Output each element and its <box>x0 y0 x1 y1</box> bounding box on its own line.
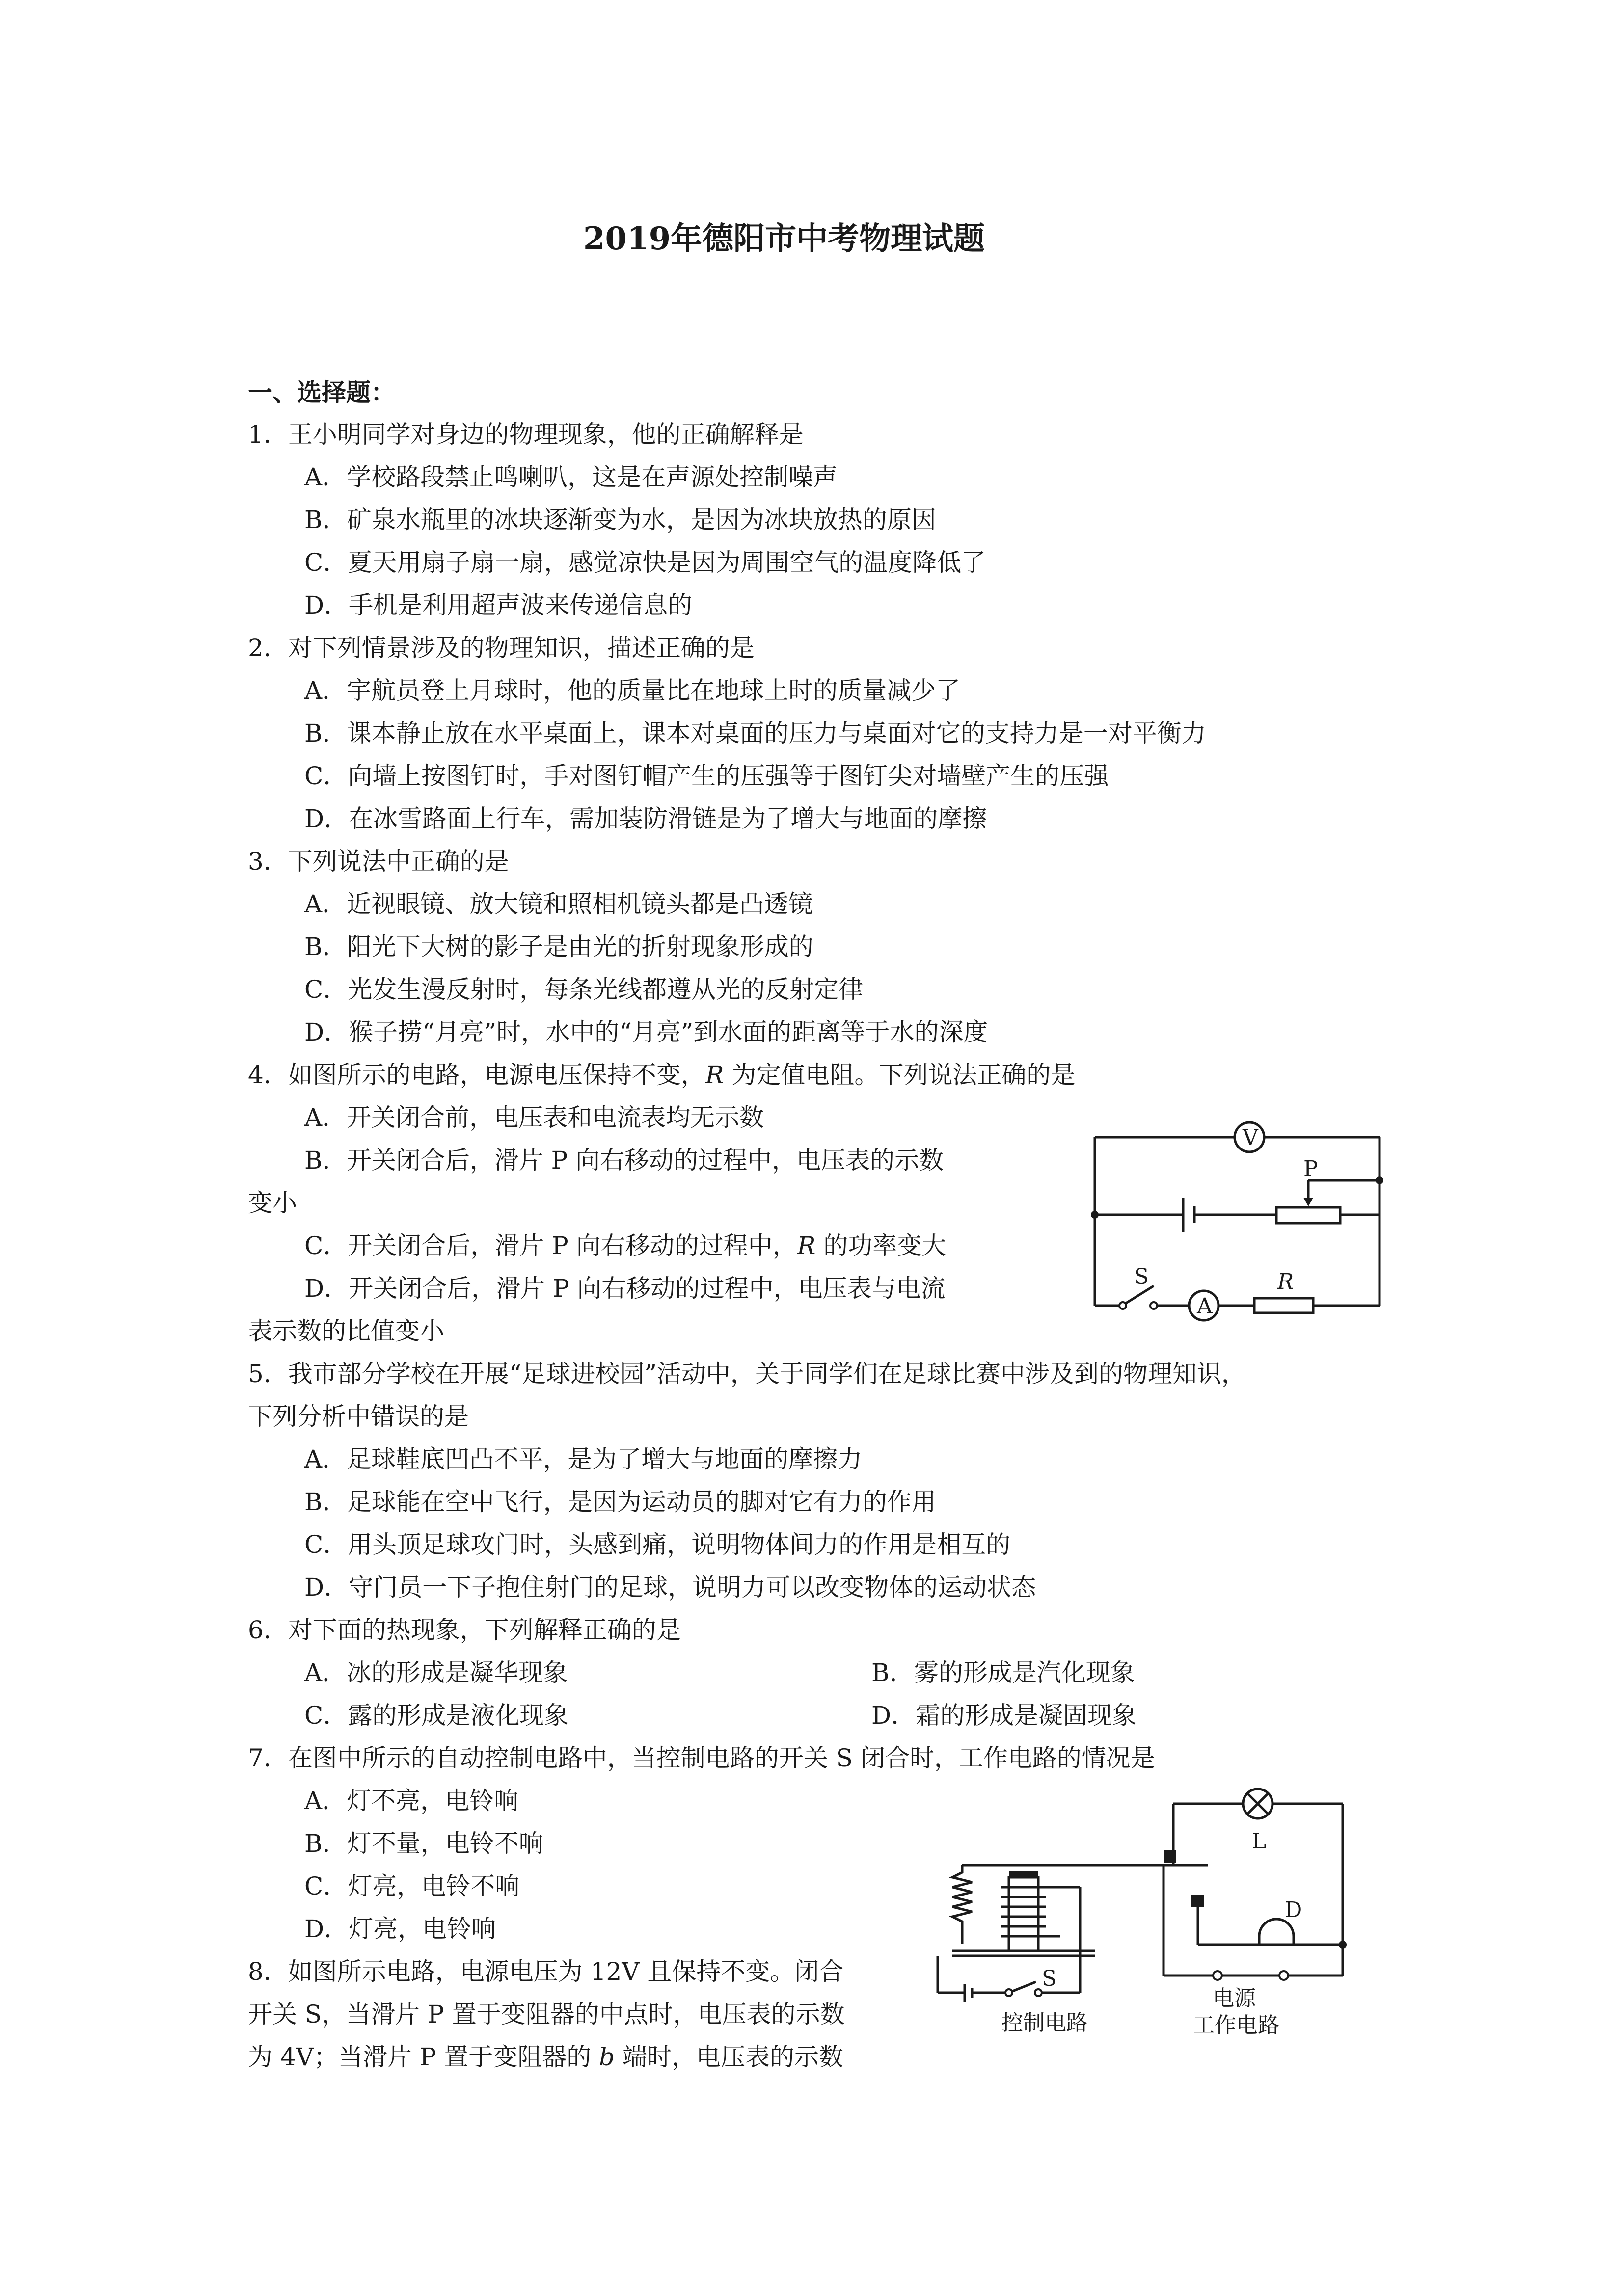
option-a: A．冰的形成是凝华现象 <box>304 1658 568 1687</box>
question-stem: 2．对下列情景涉及的物理知识，描述正确的是 <box>248 634 755 662</box>
option-d: D．在冰雪路面上行车，需加装防滑链是为了增大与地面的摩擦 <box>304 804 987 833</box>
option-d: D．开关闭合后，滑片 P 向右移动的过程中，电压表与电流 <box>304 1274 946 1303</box>
option-a: A．宇航员登上月球时，他的质量比在地球上时的质量减少了 <box>304 676 961 705</box>
option-c: C．光发生漫反射时，每条光线都遵从光的反射定律 <box>304 975 864 1004</box>
question-stem-continued: 为 4V；当滑片 P 置于变阻器的 b 端时，电压表的示数 <box>248 2043 844 2071</box>
option-b-continued: 变小 <box>248 1189 297 1217</box>
control-switch-label: S <box>1042 1966 1057 1991</box>
working-circuit-label: 工作电路 <box>1193 2013 1279 2038</box>
option-b: B．灯不量，电铃不响 <box>304 1829 543 1858</box>
question-stem-continued: 开关 S，当滑片 P 置于变阻器的中点时，电压表的示数 <box>248 2000 845 2029</box>
question-stem: 7．在图中所示的自动控制电路中，当控制电路的开关 S 闭合时，工作电路的情况是 <box>248 1744 1155 1772</box>
option-d: D．霜的形成是凝固现象 <box>871 1701 1137 1730</box>
circuit-diagram-q4 <box>1080 1109 1404 1335</box>
option-c: C．向墙上按图钉时，手对图钉帽产生的压强等于图钉尖对墙壁产生的压强 <box>304 762 1109 790</box>
bell-label: D <box>1285 1897 1302 1922</box>
option-c: C．开关闭合后，滑片 P 向右移动的过程中，R 的功率变大 <box>304 1231 947 1260</box>
circuit-wires <box>1080 1109 1404 1335</box>
question-stem: 6．对下面的热现象，下列解释正确的是 <box>248 1616 681 1644</box>
switch-label: S <box>1134 1264 1149 1289</box>
option-c: C．灯亮，电铃不响 <box>304 1872 520 1900</box>
option-a: A．开关闭合前，电压表和电流表均无示数 <box>304 1103 764 1132</box>
option-b: B．矿泉水瓶里的冰块逐渐变为水，是因为冰块放热的原因 <box>304 506 936 534</box>
option-b: B．雾的形成是汽化现象 <box>871 1658 1135 1687</box>
question-stem: 1．王小明同学对身边的物理现象，他的正确解释是 <box>248 420 804 449</box>
option-c: C．夏天用扇子扇一扇，感觉凉快是因为周围空气的温度降低了 <box>304 548 986 577</box>
power-supply-label: 电源 <box>1213 1986 1256 2011</box>
option-c: C．露的形成是液化现象 <box>304 1701 569 1730</box>
option-b: B．开关闭合后，滑片 P 向右移动的过程中，电压表的示数 <box>304 1146 944 1175</box>
resistor-label: R <box>1277 1269 1294 1294</box>
option-d: D．守门员一下子抱住射门的足球，说明力可以改变物体的运动状态 <box>304 1573 1036 1602</box>
page-title: 2019年德阳市中考物理试题 <box>583 220 985 257</box>
question-stem: 3．下列说法中正确的是 <box>248 847 509 876</box>
option-c: C．用头顶足球攻门时，头感到痛，说明物体间力的作用是相互的 <box>304 1530 1011 1559</box>
option-d: D．手机是利用超声波来传递信息的 <box>304 591 693 619</box>
question-stem: 8．如图所示电路，电源电压为 12V 且保持不变。闭合 <box>248 1957 844 1986</box>
option-d-continued: 表示数的比值变小 <box>248 1317 444 1345</box>
option-d: D．猴子捞“月亮”时，水中的“月亮”到水面的距离等于水的深度 <box>304 1018 988 1046</box>
option-b: B．阳光下大树的影子是由光的折射现象形成的 <box>304 933 813 961</box>
option-a: A．灯不亮，电铃响 <box>304 1787 519 1815</box>
option-d: D．灯亮，电铃响 <box>304 1915 496 1943</box>
question-stem-continued: 下列分析中错误的是 <box>248 1402 469 1431</box>
relay-circuit-diagram-q7 <box>933 1777 1355 2038</box>
ammeter-label: A <box>1197 1294 1213 1319</box>
lamp-label: L <box>1252 1829 1267 1854</box>
question-stem: 4．如图所示的电路，电源电压保持不变，R 为定值电阻。下列说法正确的是 <box>248 1061 1076 1089</box>
slider-label: P <box>1303 1156 1318 1181</box>
option-a: A．学校路段禁止鸣喇叭，这是在声源处控制噪声 <box>304 463 838 491</box>
section-heading: 一、选择题： <box>248 378 395 407</box>
control-circuit-label: 控制电路 <box>1001 2010 1088 2035</box>
option-b: B．课本静止放在水平桌面上，课本对桌面的压力与桌面对它的支持力是一对平衡力 <box>304 719 1206 748</box>
question-stem: 5．我市部分学校在开展“足球进校园”活动中，关于同学们在足球比赛中涉及到的物理知识， <box>248 1360 1246 1388</box>
option-a: A．足球鞋底凹凸不平，是为了增大与地面的摩擦力 <box>304 1445 863 1473</box>
option-b: B．足球能在空中飞行，是因为运动员的脚对它有力的作用 <box>304 1488 936 1516</box>
voltmeter-label: V <box>1243 1125 1258 1150</box>
option-a: A．近视眼镜、放大镜和照相机镜头都是凸透镜 <box>304 890 813 918</box>
